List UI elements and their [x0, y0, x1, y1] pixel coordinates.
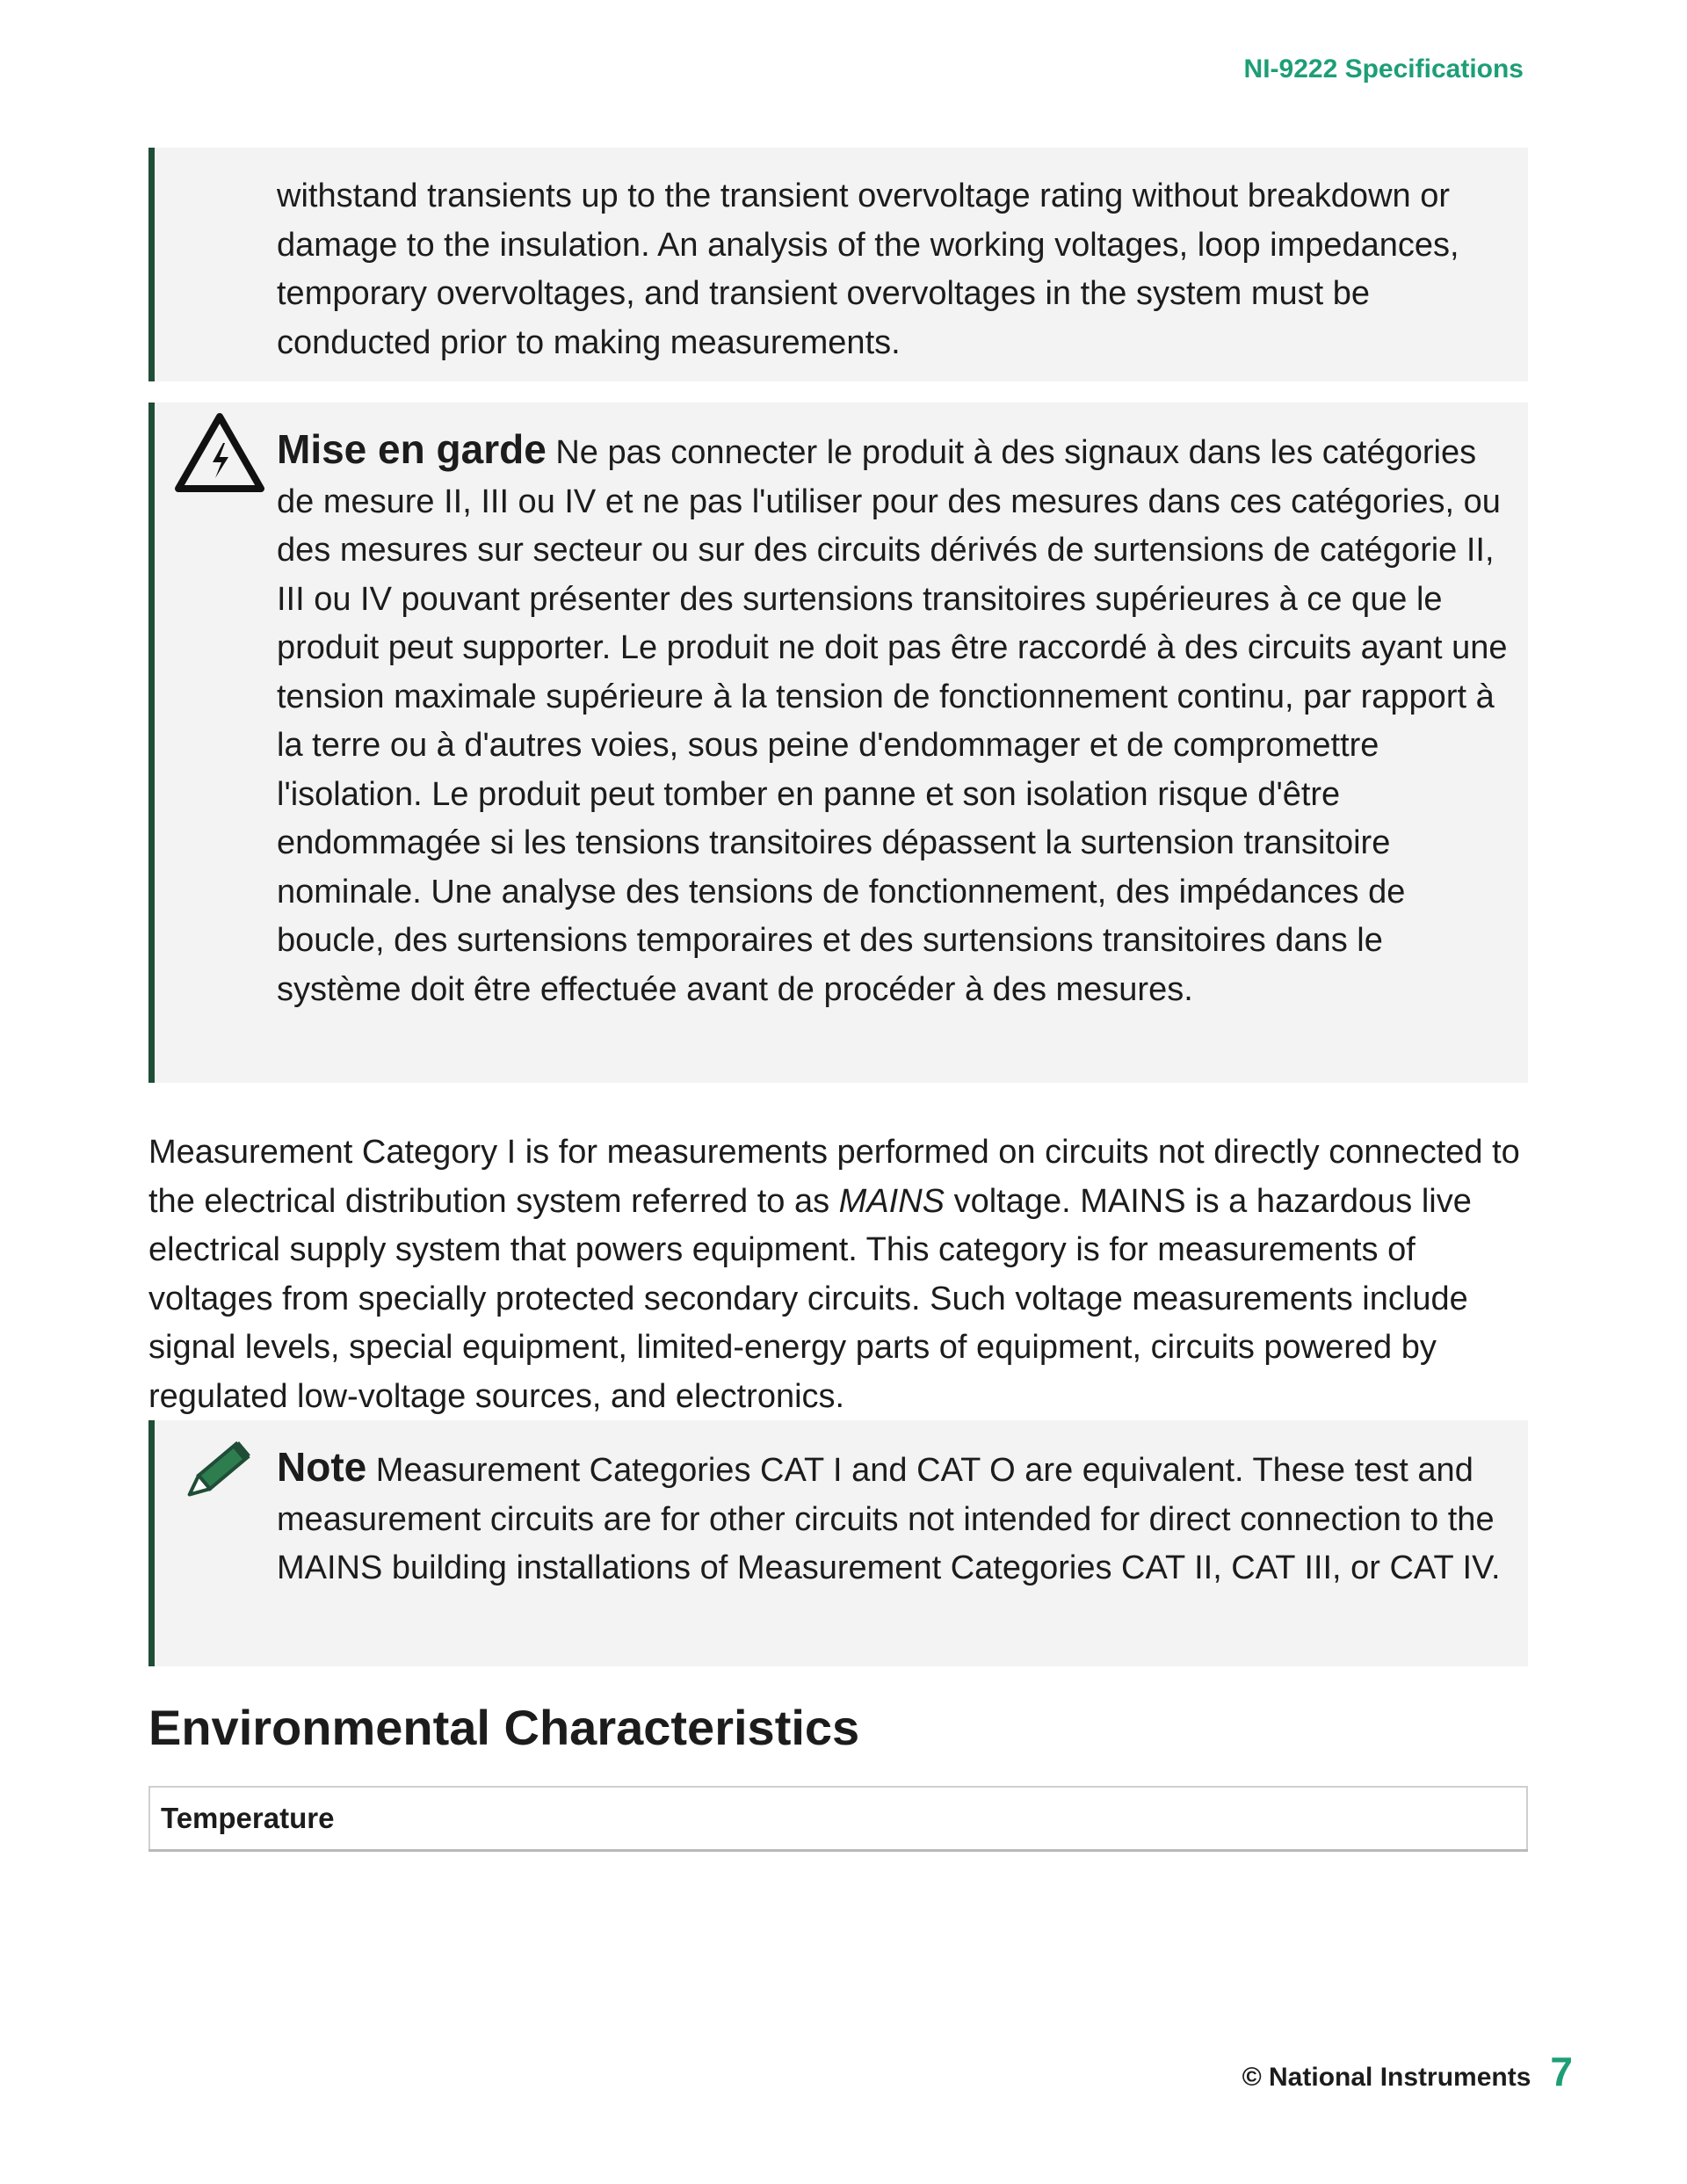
- callout-text: [277, 425, 1528, 1014]
- pencil-icon: [174, 1429, 265, 1516]
- spec-table: [148, 1786, 1528, 1852]
- callout-text: withstand transients up to the transient overvoltage rating without breakdown or damage to the insulation. An analysis of the working voltages, loop impedances, temporary overvoltages, and transient overvoltages in the system must be conducted prior to making measurements.: [277, 178, 1459, 361]
- mise-en-garde-callout: [148, 403, 1528, 1083]
- high-voltage-warning-icon: [174, 411, 265, 498]
- callout-lead: Mise en garde: [277, 426, 547, 472]
- callout-lead: Note: [277, 1444, 367, 1490]
- callout-body: Ne pas connecter le produit à des signaux dans les catégories de mesure II, III ou IV et ne pas l'utiliser pour des mesures dans ces catégories, ou des mesures sur secteur ou sur des circuits dérivés de surtensions de catégorie II, III ou IV pouvant présenter des surtensions transitoires supérieures à ce que le produit peut supporter. Le produit ne doit pas être raccordé à des circuits ayant une tension maximale supérieure à la tension de fonctionnement continu, par rapport à la terre ou à d'autres voies, sous peine d'endommager et de compromettre l'isolation. Le produit peut tomber en panne et son isolation risque d'être endommagée si les tensions transitoires dépassent la surtension transitoire nominale. Une analyse des tensions de fonctionnement, des impédances de boucle, des surtensions temporaires et des surtensions transitoires dans le système doit être effectuée avant de procéder à des mesures.: [277, 434, 1508, 1008]
- note-callout: [148, 1420, 1528, 1666]
- paragraph-emphasis: MAINS: [838, 1182, 945, 1220]
- copyright: © National Instruments: [1242, 2063, 1531, 2092]
- paragraph-text: voltage. MAINS is a hazardous live electrical supply system that powers equipment. This category is for measurements of voltages from specially protected secondary circuits. Such voltage measurements include signal levels, special equipment, limited-energy parts of equipment, circuits powered by regulated low-voltage sources, and electronics.: [148, 1182, 1472, 1415]
- running-header: NI-9222 Specifications: [1243, 54, 1524, 83]
- table-row: [149, 1787, 1527, 1851]
- callout-body: Measurement Categories CAT I and CAT O are equivalent. These test and measurement circuits are for other circuits not intended for direct connection to the MAINS building installations of Measurement Categories CAT II, CAT III, or CAT IV.: [277, 1452, 1501, 1586]
- body-paragraph: [148, 1128, 1528, 1415]
- page-footer: [1242, 2048, 1573, 2095]
- page-content: [148, 148, 1528, 1852]
- page-number: 7: [1550, 2049, 1573, 2094]
- paragraph-text: Measurement Category I is for measurements performed on circuits not directly connected to the electrical distribution system referred to as: [148, 1134, 1520, 1220]
- callout-text: [277, 1443, 1528, 1593]
- table-header-cell: Temperature: [149, 1787, 1527, 1851]
- section-heading: Environmental Characteristics: [148, 1700, 860, 1755]
- caution-callout-continued: [148, 148, 1528, 381]
